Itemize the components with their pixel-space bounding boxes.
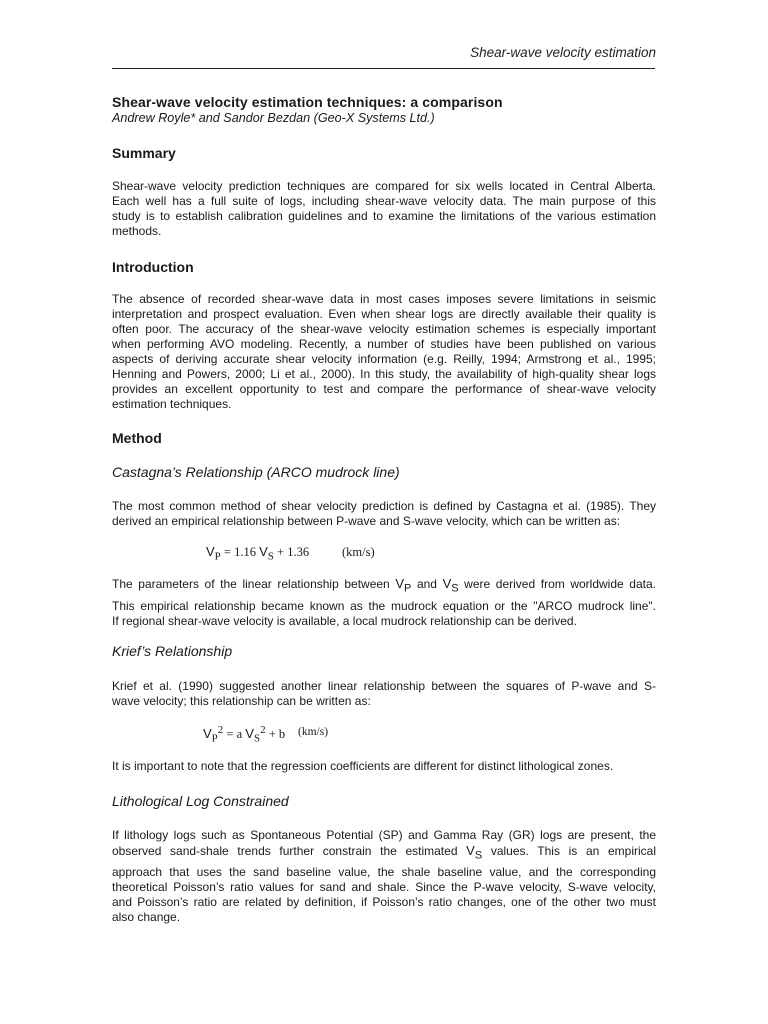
paper-title: Shear-wave velocity estimation techniques: a comparison <box>112 94 503 110</box>
castagna-line: derived an empirical relationship between P-wave and S-wave velocity, which can be written as: <box>112 514 621 528</box>
krief-paragraph <box>112 679 656 709</box>
introduction-paragraph <box>112 292 656 412</box>
castagna-heading: Castagna’s Relationship (ARCO mudrock line) <box>112 464 400 480</box>
castagna-followup-paragraph <box>112 576 656 629</box>
symbol-subscript: P <box>404 582 412 595</box>
equation-text: + b <box>265 727 286 742</box>
equation-subscript: P <box>211 732 218 745</box>
krief-equation-units: (km/s) <box>298 726 329 738</box>
summary-line: Shear-wave velocity prediction techniques are compared for six wells located in Central Alberta. <box>112 179 656 193</box>
introduction-line: provides an excellent opportunity to test and compare the performance of shear-wave velocity <box>112 382 656 396</box>
introduction-line: when performing AVO modeling. Recently, a number of studies have been published on various <box>112 337 656 351</box>
introduction-line: interpretation and prospect evaluation. Even when shear logs are directly available their quality is <box>112 307 656 321</box>
symbol-subscript: S <box>474 849 483 862</box>
equation-superscript: 2 <box>217 724 224 736</box>
introduction-line: aspects of deriving accurate shear velocity information (e.g. Reilly, 1994; Armstrong et al., 1995; <box>112 352 656 366</box>
introduction-line: The absence of recorded shear-wave data in most cases imposes severe limitations in seismic <box>112 292 656 306</box>
equation-subscript: S <box>253 732 261 745</box>
castagna-followup-line <box>112 576 656 597</box>
castagna-paragraph <box>112 499 656 529</box>
introduction-line: Henning and Powers, 2000; Li et al., 2000). In this study, the availability of high-quality shear logs <box>112 367 656 381</box>
introduction-line: often poor. The accuracy of the shear-wave velocity estimation schemes is especially important <box>112 322 656 336</box>
equation-symbol: V <box>245 726 254 742</box>
krief-equation <box>203 724 285 745</box>
krief-line: wave velocity; this relationship can be written as: <box>112 694 371 708</box>
summary-paragraph <box>112 179 656 239</box>
equation-symbol: V <box>206 544 215 559</box>
equation-subscript: P <box>214 550 221 563</box>
symbol-letter: V <box>466 843 475 858</box>
text-run: and <box>411 577 443 591</box>
equation-text: = a <box>223 727 246 742</box>
litho-line: approach that uses the sand baseline value, the shale baseline value, and the corresponding <box>112 864 656 879</box>
inline-symbol <box>442 576 459 595</box>
symbol-letter: V <box>442 576 452 591</box>
introduction-heading: Introduction <box>112 259 194 275</box>
equation-symbol: V <box>259 544 268 559</box>
equation-subscript: S <box>267 550 274 563</box>
litho-line: also change. <box>112 909 181 924</box>
castagna-followup-line: If regional shear-wave velocity is available, a local mudrock relationship can be derived. <box>112 613 577 628</box>
inline-symbol <box>395 576 412 595</box>
litho-paragraph <box>112 828 656 925</box>
castagna-equation-units: (km/s) <box>342 545 375 559</box>
summary-line: Each well has a full suite of logs, including shear-wave velocity data. The main purpose of this <box>112 194 656 208</box>
method-heading: Method <box>112 430 162 446</box>
symbol-subscript: S <box>451 582 459 595</box>
text-run: were derived from worldwide data. <box>458 577 656 591</box>
inline-symbol <box>466 843 483 862</box>
introduction-line: estimation techniques. <box>112 397 232 411</box>
equation-text: = 1.16 <box>220 545 260 559</box>
summary-heading: Summary <box>112 145 176 161</box>
krief-heading: Krief’s Relationship <box>112 643 233 659</box>
equation-symbol: V <box>203 726 212 742</box>
krief-note <box>112 759 656 774</box>
text-run: values. This is an empirical <box>482 844 656 858</box>
text-run: The parameters of the linear relationship between <box>112 577 396 591</box>
equation-superscript: 2 <box>260 724 266 736</box>
text-run: observed sand-shale trends further constrain the estimated <box>112 844 467 858</box>
krief-note-line: It is important to note that the regression coefficients are different for distinct lithological zones. <box>112 759 614 773</box>
header-rule <box>112 68 655 69</box>
equation-text: + 1.36 <box>273 545 310 559</box>
krief-line: Krief et al. (1990) suggested another linear relationship between the squares of P-wave and S- <box>112 679 656 693</box>
litho-line <box>112 843 656 864</box>
paper-authors: Andrew Royle* and Sandor Bezdan (Geo-X Systems Ltd.) <box>112 111 435 125</box>
litho-line: theoretical Poisson’s ratio values for sand and shale. Since the P-wave velocity, S-wave velocity, <box>112 879 656 894</box>
symbol-letter: V <box>395 576 404 591</box>
castagna-line: The most common method of shear velocity prediction is defined by Castagna et al. (1985). They <box>112 499 656 513</box>
litho-line: If lithology logs such as Spontaneous Potential (SP) and Gamma Ray (GR) logs are present, the <box>112 828 656 842</box>
running-header: Shear-wave velocity estimation <box>470 45 656 60</box>
summary-line: methods. <box>112 224 162 238</box>
litho-line: and Poisson’s ratio are related by definition, if Poisson’s ratio changes, one of the other two must <box>112 894 656 909</box>
summary-line: study is to establish calibration guidelines and to examine the limitations of the various estimation <box>112 209 656 223</box>
castagna-followup-line: This empirical relationship became known as the mudrock equation or the "ARCO mudrock line". <box>112 598 656 613</box>
castagna-equation <box>206 544 309 563</box>
litho-heading: Lithological Log Constrained <box>112 793 289 809</box>
